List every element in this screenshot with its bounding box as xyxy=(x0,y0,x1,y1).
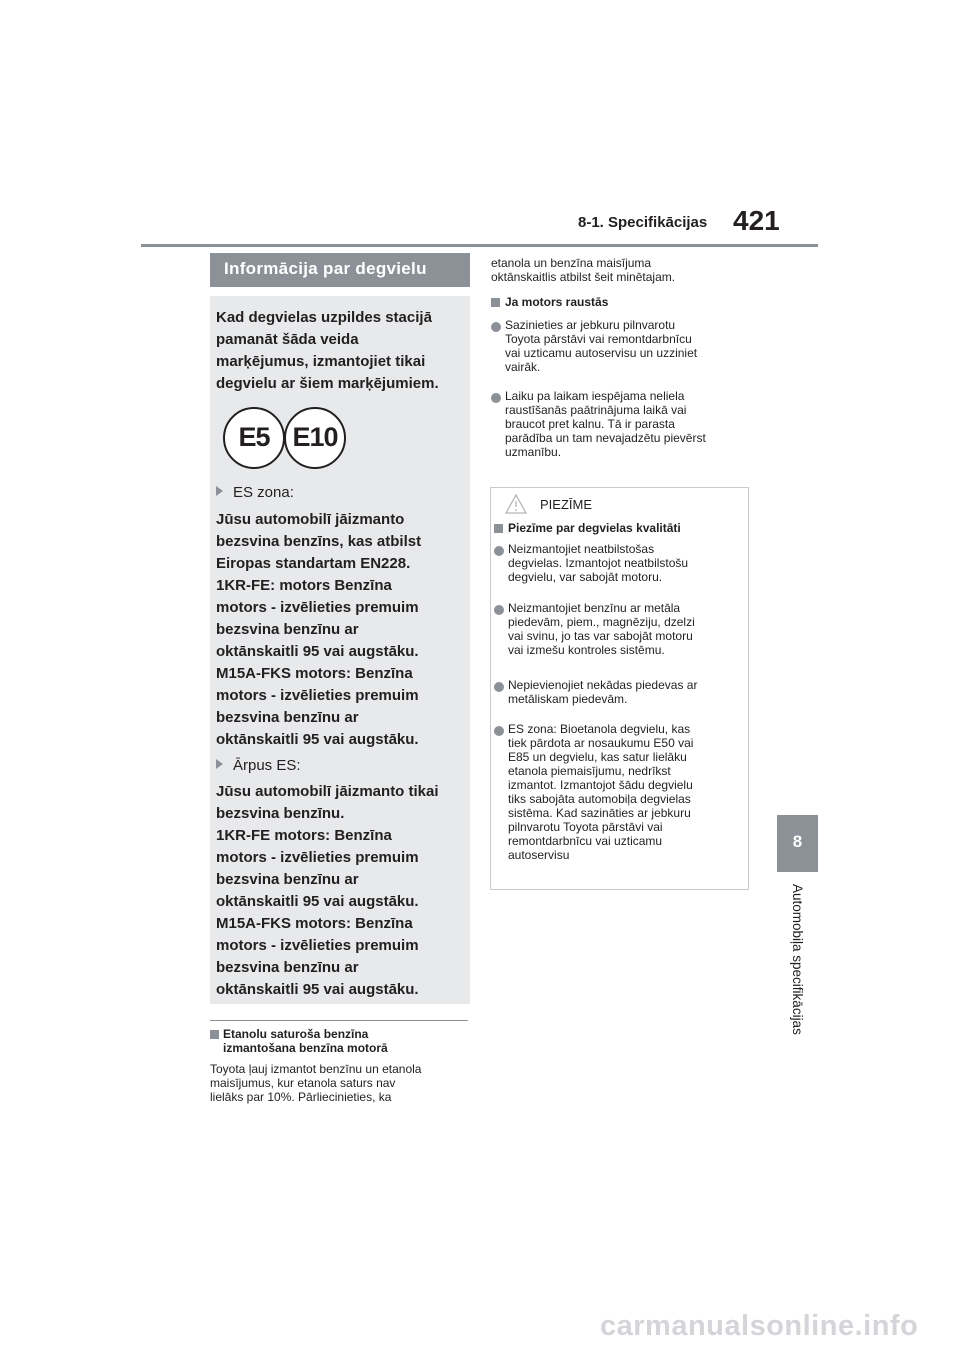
note-item: ES zona: Bioetanola degvielu, kas tiek pārdota ar nosaukumu E50 vai E85 un degvielu, kas satur lielāku etanola piemaisījumu, nedrīkst izmantot. Izmantojot šādu degvielu tiks sabojāta automobiļa degvielas sistēma. Kad sazināties ar jebkuru pilnvarotu Toyota pārstāvi vai remontdarbnīcu vai uzticamu autoservisu xyxy=(508,722,694,862)
e5-logo: E5 xyxy=(223,407,285,469)
e10-logo: E10 xyxy=(284,407,346,469)
info-box-title: Informācija par degvielu xyxy=(224,259,427,278)
knock-heading: Ja motors raustās xyxy=(505,295,609,309)
eu-zone-label: ES zona: xyxy=(233,484,294,501)
ethanol-heading: Etanolu saturoša benzīna izmantošana benzīna motorā xyxy=(223,1027,388,1055)
chapter-number: 8 xyxy=(792,832,803,851)
header-rule xyxy=(141,244,818,247)
section-rule xyxy=(210,1020,468,1021)
arrow-icon xyxy=(216,486,223,496)
watermark[interactable]: carmanualsonline.info xyxy=(600,1310,919,1342)
warning-triangle-icon xyxy=(505,494,527,514)
section-title: 8-1. Specifikācijas xyxy=(578,214,708,231)
non-eu-item xyxy=(216,757,301,774)
square-bullet-icon xyxy=(491,298,500,307)
info-intro: Kad degvielas uzpildes stacijā pamanāt šāda veida marķējumus, izmantojiet tikai degvielu ar šiem marķējumiem. xyxy=(216,309,439,392)
note-item: Neizmantojiet benzīnu ar metāla piedevām, piem., magnēziju, dzelzi vai svinu, jo tas var sabojāt motoru vai izmešu kontroles sistēmu. xyxy=(508,601,695,657)
page-number: 421 xyxy=(733,205,780,236)
note-item: Nepievienojiet nekādas piedevas ar metāliskam piedevām. xyxy=(508,678,698,706)
ethanol-body-continued: etanola un benzīna maisījuma oktānskaitlis atbilst šeit minētajam. xyxy=(491,256,676,284)
bullet-dot-icon xyxy=(494,726,504,736)
info-box-header xyxy=(210,253,470,287)
bullet-dot-icon xyxy=(491,322,501,332)
bullet-dot-icon xyxy=(491,393,501,403)
note-item: Neizmantojiet neatbilstošas degvielas. Izmantojot neatbilstošu degvielu, var sabojāt motoru. xyxy=(508,542,689,584)
eu-zone-item xyxy=(216,484,294,501)
knock-item: Laiku pa laikam iespējama neliela raustīšanās paātrinājuma laikā vai braucot pret kalnu. Tā ir parasta parādība un tam nevajadzētu pievērst uzmanību. xyxy=(505,389,706,459)
bullet-dot-icon xyxy=(494,682,504,692)
non-eu-text: Jūsu automobilī jāizmanto tikai bezsvina benzīnu. 1KR-FE motors: Benzīna motors - izvēlieties premuim bezsvina benzīnu ar oktānskaitli 95 vai augstāku. M15A-FKS motors: Benzīna motors - izvēlieties premuim bezsvina benzīnu ar oktānskaitli 95 vai augstāku. xyxy=(216,783,439,998)
bullet-dot-icon xyxy=(494,546,504,556)
bullet-dot-icon xyxy=(494,605,504,615)
arrow-icon xyxy=(216,759,223,769)
knock-item: Sazinieties ar jebkuru pilnvarotu Toyota pārstāvi vai remontdarbnīcu vai uzticamu autoservisu un uzziniet vairāk. xyxy=(505,318,698,374)
ethanol-body: Toyota ļauj izmantot benzīnu un etanola maisījumus, kur etanola saturs nav lielāks par 10%. Pārliecinieties, ka xyxy=(210,1062,422,1104)
chapter-label: Automobiļa specifikācijas xyxy=(790,884,805,1035)
non-eu-label: Ārpus ES: xyxy=(233,757,301,774)
eu-zone-text: Jūsu automobilī jāizmanto bezsvina benzīns, kas atbilst Eiropas standartam EN228. 1KR-FE: motors Benzīna motors - izvēlieties premuim bezsvina benzīnu ar oktānskaitli 95 vai augstāku. M15A-FKS motors: Benzīna motors - izvēlieties premuim bezsvina benzīnu ar oktānskaitli 95 vai augstāku. xyxy=(216,511,422,748)
square-bullet-icon xyxy=(210,1030,219,1039)
note-title: PIEZĪME xyxy=(540,497,593,512)
square-bullet-icon xyxy=(494,524,503,533)
note-heading: Piezīme par degvielas kvalitāti xyxy=(508,521,681,535)
